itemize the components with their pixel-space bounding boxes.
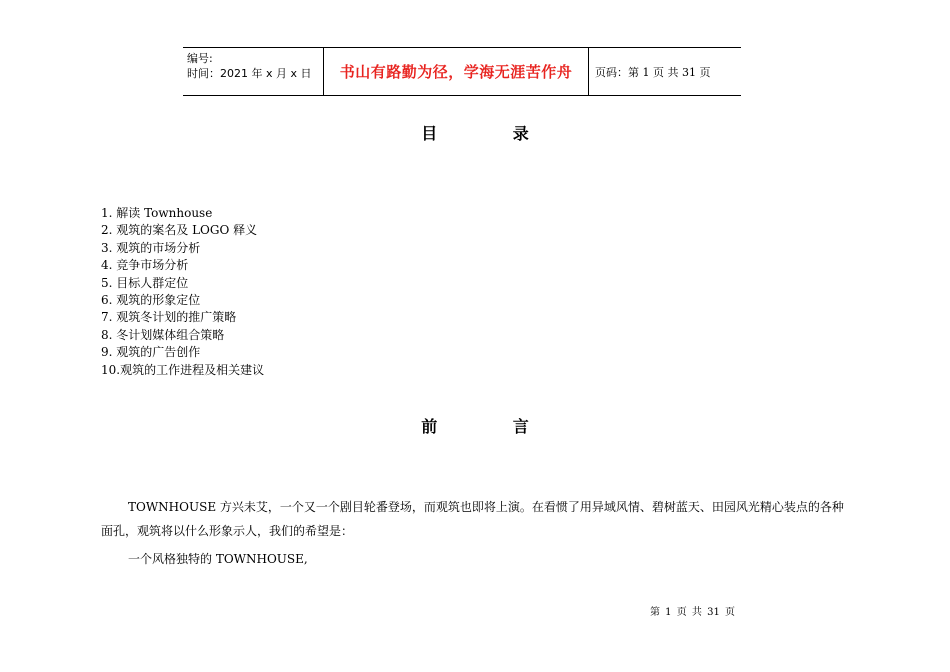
preface-paragraph-2: 一个风格独特的 TOWNHOUSE, bbox=[128, 552, 308, 566]
toc-item: 9. 观筑的广告创作 bbox=[101, 345, 201, 360]
toc-item: 8. 冬计划媒体组合策略 bbox=[101, 327, 225, 342]
page-header bbox=[183, 47, 741, 96]
toc-item: 7. 观筑冬计划的推广策略 bbox=[101, 310, 237, 325]
header-motto-cell bbox=[324, 48, 589, 95]
preface-paragraph-1: TOWNHOUSE 方兴未艾，一个又一个剧目轮番登场，而观筑也即将上演。在看惯了用异域风情、碧树蓝天、田园风光精心装点的各种面孔，观筑将以什么形象示人，我们的希望是： bbox=[101, 500, 844, 538]
toc-item: 5. 目标人群定位 bbox=[101, 275, 189, 290]
toc-title: 目 录 bbox=[421, 124, 529, 143]
toc-item: 2. 观筑的案名及 LOGO 释义 bbox=[101, 223, 258, 238]
toc-item: 3. 观筑的市场分析 bbox=[101, 240, 201, 255]
table-of-contents bbox=[101, 205, 264, 379]
toc-item: 1. 解读 Townhouse bbox=[101, 206, 213, 220]
header-page-info: 页码：第 1 页 共 31 页 bbox=[595, 65, 711, 79]
toc-item: 10.观筑的工作进程及相关建议 bbox=[101, 362, 265, 377]
toc-item: 6. 观筑的形象定位 bbox=[101, 293, 201, 308]
motto-text: 书山有路勤为径，学海无涯苦作舟 bbox=[339, 63, 573, 81]
number-label: 编号: bbox=[187, 52, 213, 65]
time-label: 时间：2021 年 x 月 x 日 bbox=[187, 67, 312, 80]
preface-title: 前 言 bbox=[421, 417, 529, 436]
header-meta-cell bbox=[183, 48, 324, 95]
page-footer: 第 1 页 共 31 页 bbox=[650, 607, 735, 618]
toc-item: 4. 竞争市场分析 bbox=[101, 258, 189, 273]
header-page-cell bbox=[589, 48, 741, 95]
